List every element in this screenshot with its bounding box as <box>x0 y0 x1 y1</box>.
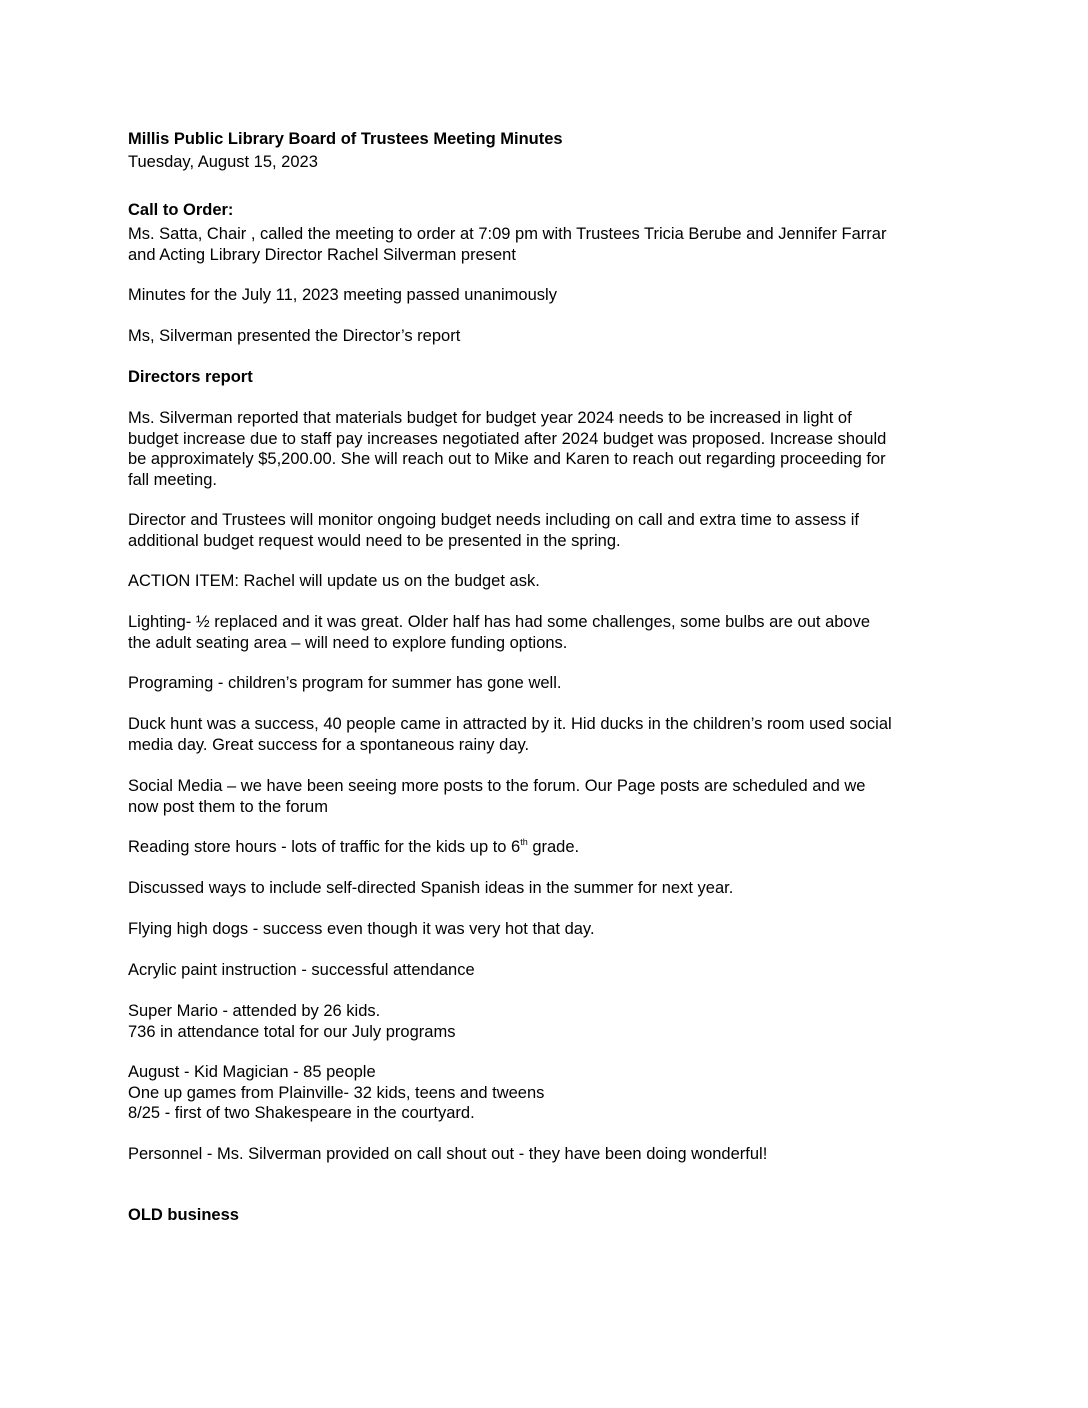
programing-paragraph: Programing - children’s program for summer has gone well. <box>128 674 562 692</box>
action-item-paragraph: ACTION ITEM: Rachel will update us on the budget ask. <box>128 572 540 590</box>
paragraph-line: budget increase due to staff pay increases negotiated after 2024 budget was proposed. Increase should <box>128 429 887 448</box>
call-to-order-paragraph <box>128 224 968 265</box>
reading-text: Reading store hours - lots of traffic for the kids up to 6 <box>128 838 521 856</box>
super-mario-paragraph <box>128 1001 968 1042</box>
paragraph-line: Lighting- ½ replaced and it was great. Older half has had some challenges, some bulbs are out above <box>128 613 871 631</box>
paragraph-line: 8/25 - first of two Shakespeare in the courtyard. <box>128 1104 475 1122</box>
old-business-heading: OLD business <box>128 1206 239 1224</box>
call-to-order-heading: Call to Order: <box>128 201 234 219</box>
paragraph-line: additional budget request would need to be presented in the spring. <box>128 531 621 550</box>
ordinal-suffix: th <box>520 837 528 847</box>
paragraph-line: Ms. Satta, Chair , called the meeting to order at 7:09 pm with Trustees Tricia Berube and Jennifer Farrar <box>128 225 887 243</box>
reading-text-end: grade. <box>527 838 580 856</box>
paragraph-line: One up games from Plainville- 32 kids, teens and tweens <box>128 1083 545 1102</box>
meeting-date: Tuesday, August 15, 2023 <box>128 153 318 171</box>
paragraph-line: the adult seating area – will need to explore funding options. <box>128 633 568 652</box>
paragraph-line: Social Media – we have been seeing more posts to the forum. Our Page posts are scheduled and we <box>128 777 866 795</box>
duck-hunt-paragraph <box>128 714 968 755</box>
directors-report-heading: Directors report <box>128 368 253 386</box>
paragraph-line: be approximately $5,200.00. She will reach out to Mike and Karen to reach out regarding proceeding for <box>128 450 886 468</box>
paragraph-line: Super Mario - attended by 26 kids. <box>128 1002 381 1020</box>
paragraph-line: now post them to the forum <box>128 797 328 816</box>
august-paragraph <box>128 1062 968 1124</box>
paragraph-line: Ms. Silverman reported that materials budget for budget year 2024 needs to be increased in light of <box>128 409 852 427</box>
budget-paragraph <box>128 408 968 490</box>
spanish-paragraph: Discussed ways to include self-directed Spanish ideas in the summer for next year. <box>128 879 734 897</box>
paragraph-line: 736 in attendance total for our July programs <box>128 1022 456 1041</box>
document-title: Millis Public Library Board of Trustees Meeting Minutes <box>128 130 563 148</box>
acrylic-paragraph: Acrylic paint instruction - successful attendance <box>128 961 475 979</box>
social-media-paragraph <box>128 776 968 817</box>
paragraph-line: fall meeting. <box>128 470 217 489</box>
minutes-paragraph: Minutes for the July 11, 2023 meeting passed unanimously <box>128 286 557 304</box>
lighting-paragraph <box>128 612 968 653</box>
paragraph-line: and Acting Library Director Rachel Silverman present <box>128 245 516 264</box>
paragraph-line: Duck hunt was a success, 40 people came in attracted by it. Hid ducks in the children’s room used social <box>128 715 892 733</box>
paragraph-line: Director and Trustees will monitor ongoing budget needs including on call and extra time to assess if <box>128 511 859 529</box>
paragraph-line: media day. Great success for a spontaneous rainy day. <box>128 735 530 754</box>
personnel-paragraph: Personnel - Ms. Silverman provided on call shout out - they have been doing wonderful! <box>128 1145 768 1163</box>
monitor-paragraph <box>128 510 968 551</box>
flying-dogs-paragraph: Flying high dogs - success even though it was very hot that day. <box>128 920 595 938</box>
presented-paragraph: Ms, Silverman presented the Director’s report <box>128 327 461 345</box>
reading-hours-paragraph <box>128 837 968 858</box>
paragraph-line: August - Kid Magician - 85 people <box>128 1063 376 1081</box>
